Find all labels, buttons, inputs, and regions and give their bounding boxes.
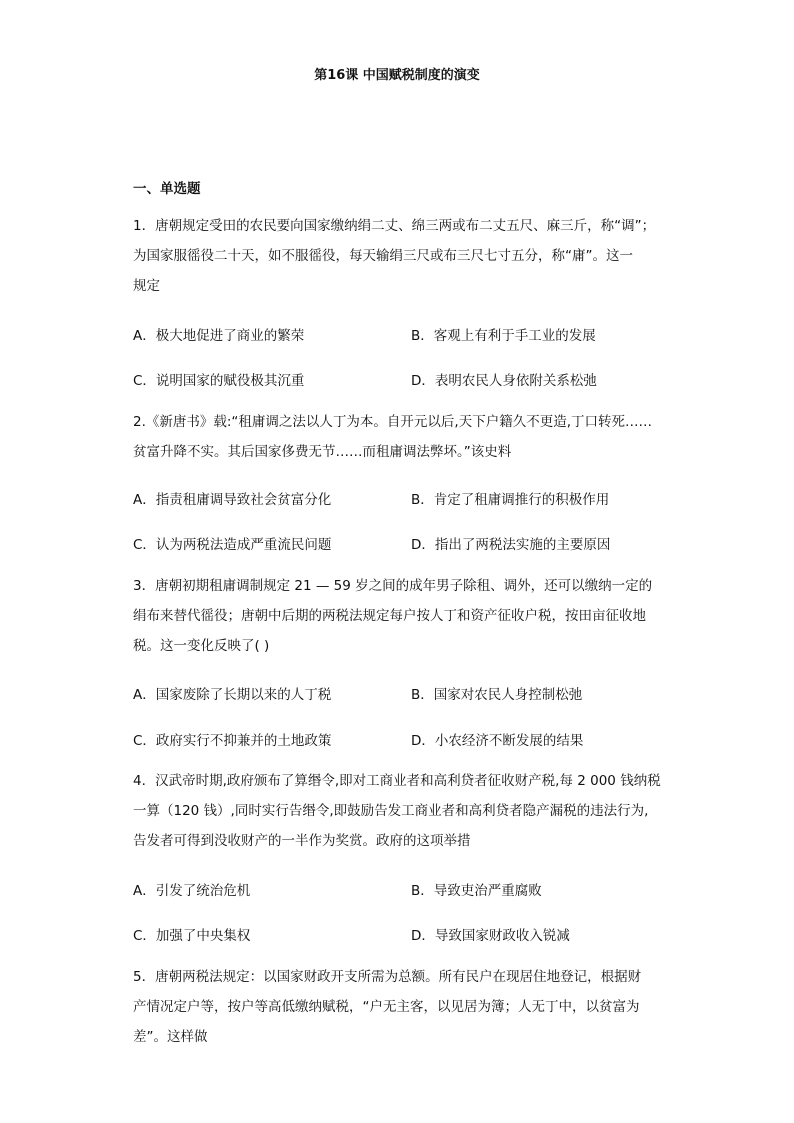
- question-line: 4．汉武帝时期,政府颁布了算缗令,即对工商业者和高利贷者征收财产税,每 2 000 钱纳税: [133, 773, 661, 789]
- question-3-option-a: A．国家废除了长期以来的人丁税: [133, 687, 332, 703]
- question-2-option-d: D．指出了两税法实施的主要原因: [411, 537, 611, 553]
- question-3-option-b: B．国家对农民人身控制松弛: [411, 687, 583, 703]
- question-line: 为国家服徭役二十天，如不服徭役，每天输绢三尺或布三尺七寸五分，称“庸”。这一: [133, 248, 633, 264]
- question-line: 5．唐朝两税法规定：以国家财政开支所需为总额。所有民户在现居住地登记，根据财: [133, 969, 642, 985]
- question-line: 税。这一变化反映了( ): [133, 638, 270, 654]
- question-4-option-a: A．引发了统治危机: [133, 883, 251, 899]
- question-4-stem: [133, 766, 663, 856]
- question-1-option-a: A．极大地促进了商业的繁荣: [133, 328, 305, 344]
- question-line: 贫富升降不实。其后国家侈费无节……而租庸调法弊坏。”该史料: [133, 444, 512, 460]
- question-2-option-b: B．肯定了租庸调推行的积极作用: [411, 492, 610, 508]
- question-line: 规定: [133, 278, 160, 294]
- question-2-option-a: A．指责租庸调导致社会贫富分化: [133, 492, 332, 508]
- question-3-stem: [133, 571, 663, 661]
- question-2-stem: [133, 407, 663, 467]
- question-line: 1．唐朝规定受田的农民要向国家缴纳绢二丈、绵三两或布二丈五尺、麻三斤，称“调”；: [133, 218, 656, 234]
- question-line: 一算（120 钱）,同时实行告缗令,即鼓励告发工商业者和高利贷者隐产漏税的违法行为,: [133, 803, 649, 819]
- question-line: 3．唐朝初期租庸调制规定 21 — 59 岁之间的成年男子除租、调外，还可以缴纳一定的: [133, 578, 653, 594]
- question-line: 告发者可得到没收财产的一半作为奖赏。政府的这项举措: [133, 833, 471, 849]
- question-2-option-c: C．认为两税法造成严重流民问题: [133, 537, 332, 553]
- question-1-option-c: C．说明国家的赋役极其沉重: [133, 373, 305, 389]
- question-1-stem: [133, 211, 663, 301]
- question-line: 绢布来替代徭役；唐朝中后期的两税法规定每户按人丁和资产征收户税，按田亩征收地: [133, 608, 646, 624]
- section-heading: 一、单选题: [133, 181, 201, 197]
- question-4-option-c: C．加强了中央集权: [133, 928, 251, 944]
- question-3-option-d: D．小农经济不断发展的结果: [411, 733, 584, 749]
- question-line: 产情况定户等，按户等高低缴纳赋税，“户无主客，以见居为簿；人无丁中，以贫富为: [133, 999, 640, 1015]
- question-5-stem: [133, 962, 663, 1052]
- question-3-option-c: C．政府实行不抑兼并的土地政策: [133, 733, 332, 749]
- question-4-option-d: D．导致国家财政收入锐减: [411, 928, 570, 944]
- question-line: 2.《新唐书》载:“租庸调之法以人丁为本。自开元以后,天下户籍久不更造,丁口转死……: [133, 414, 653, 430]
- question-line: 差”。这样做: [133, 1029, 208, 1045]
- question-1-option-d: D．表明农民人身依附关系松弛: [411, 373, 597, 389]
- question-4-option-b: B．导致吏治严重腐败: [411, 883, 542, 899]
- page-title: 第16课 中国赋税制度的演变: [314, 68, 480, 83]
- question-1-option-b: B．客观上有利于手工业的发展: [411, 328, 596, 344]
